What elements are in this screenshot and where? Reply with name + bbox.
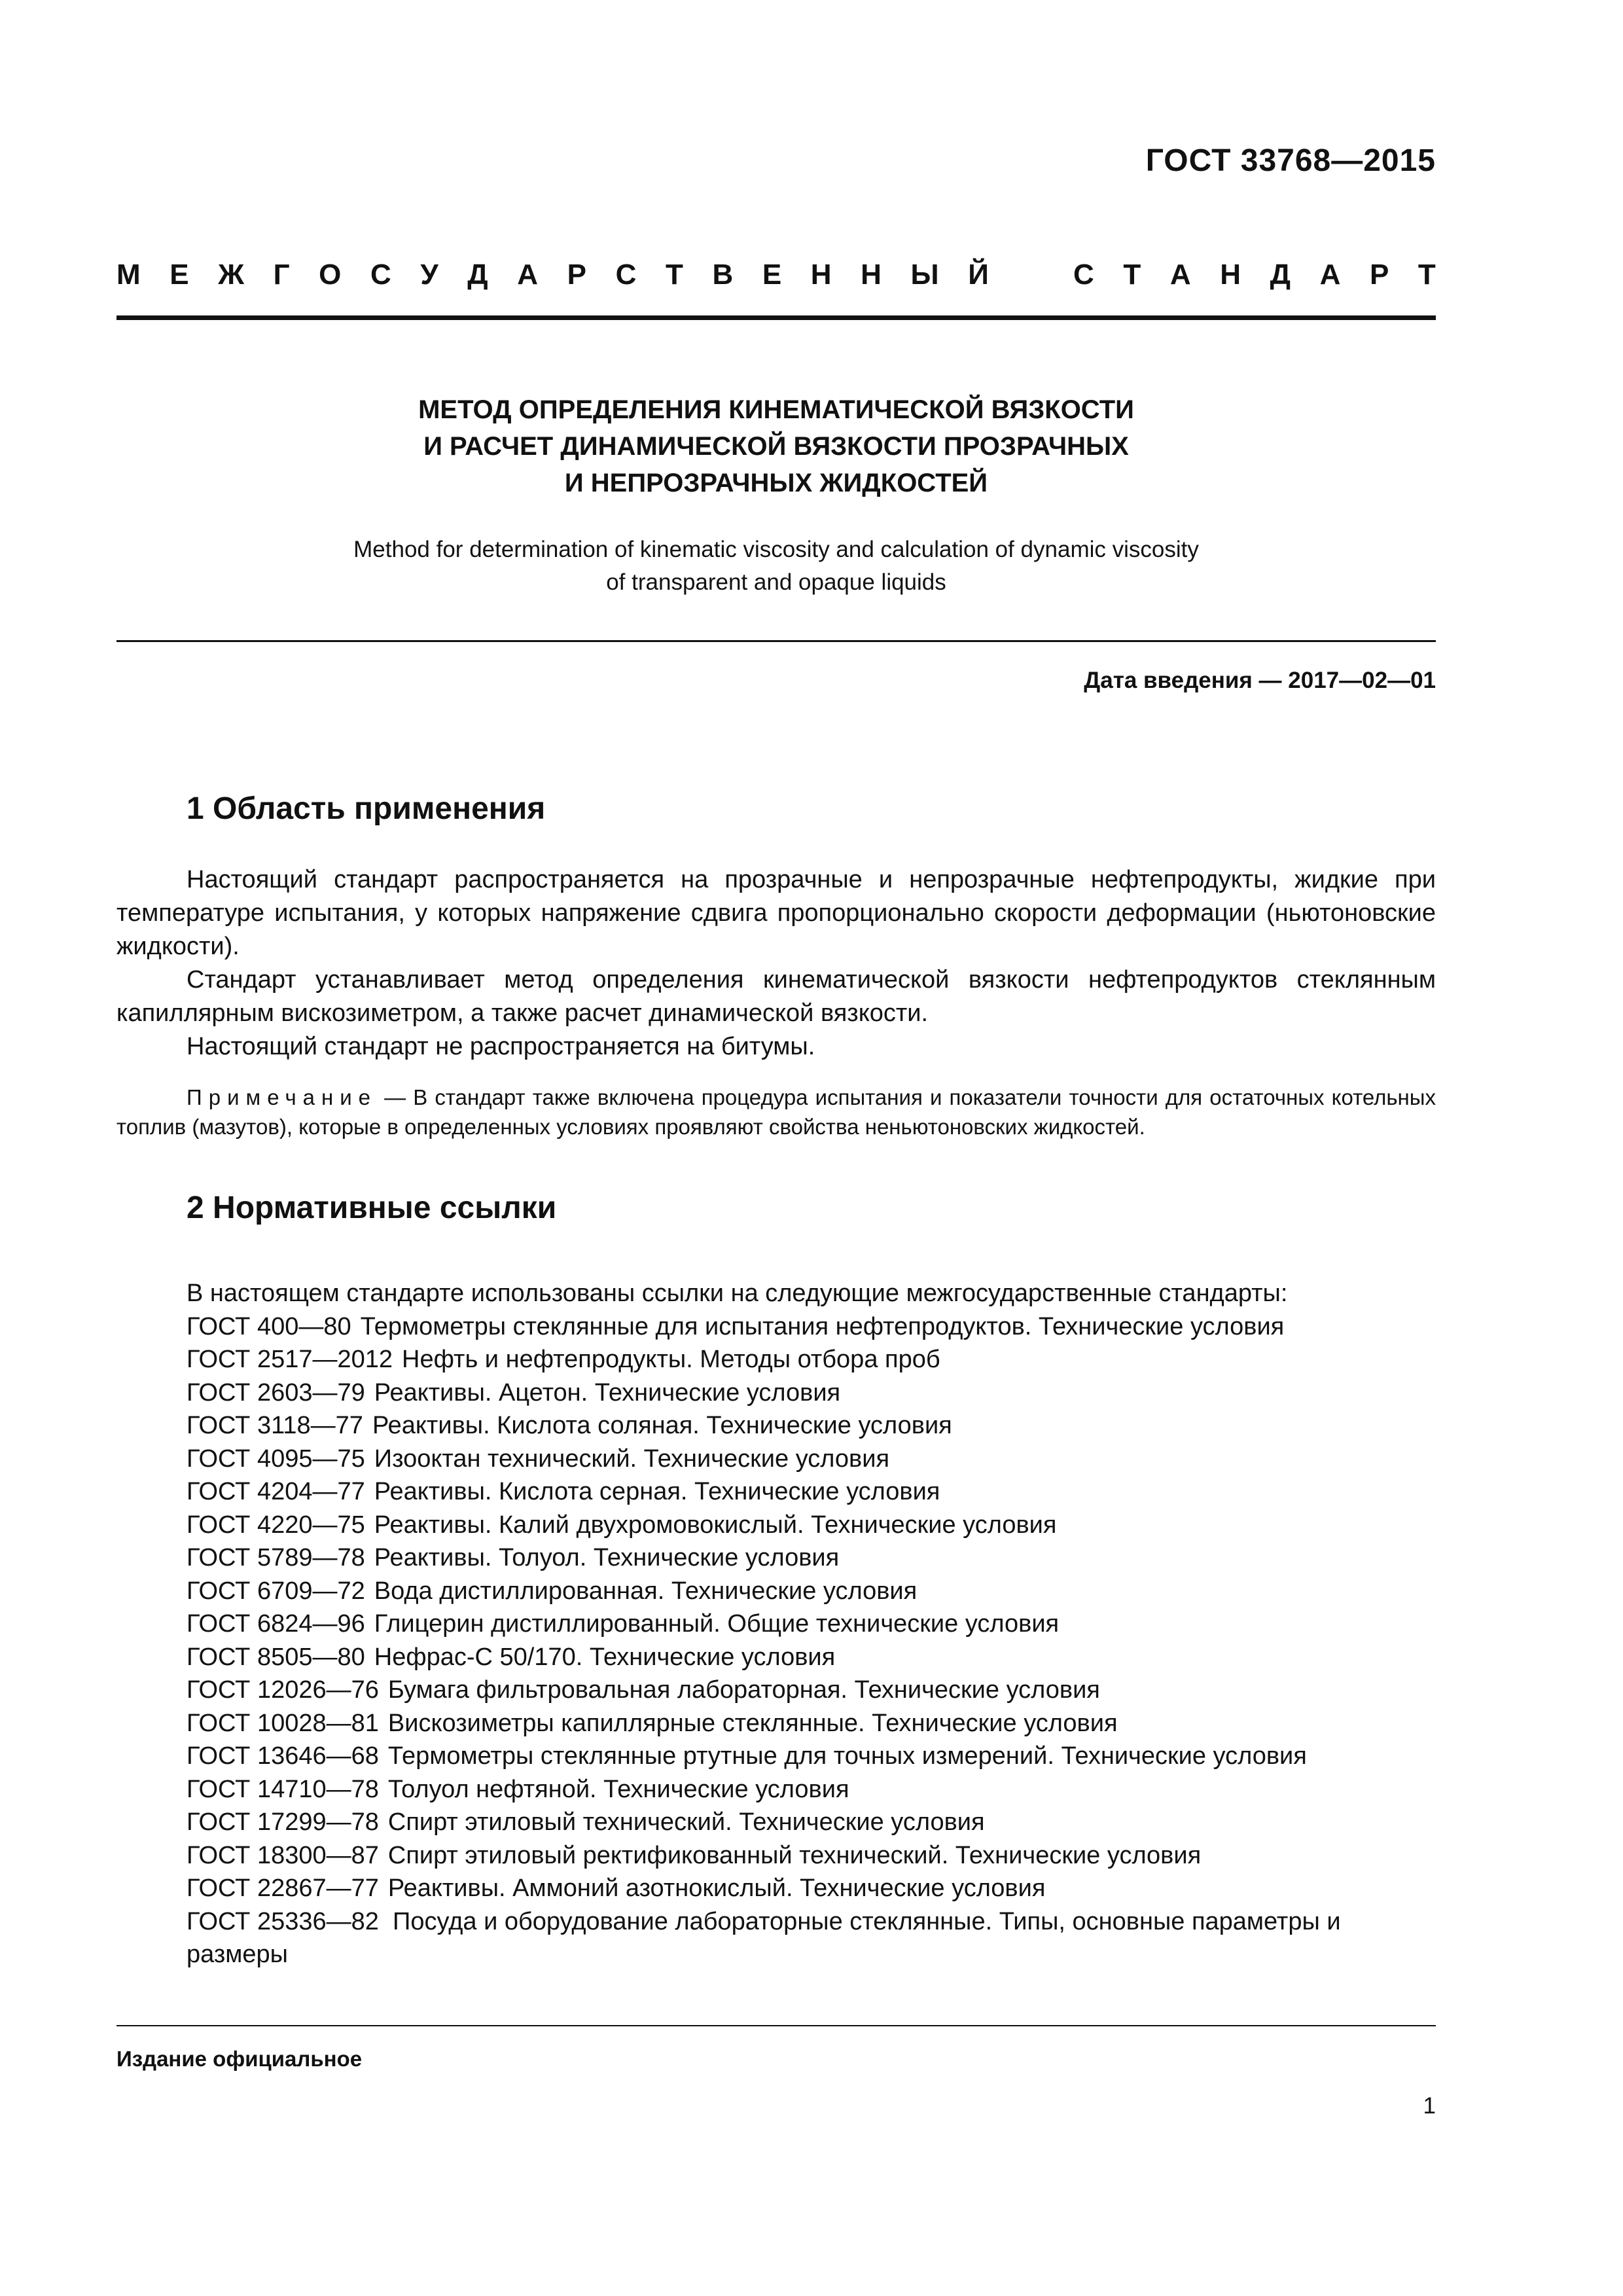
reference-title: Вискозиметры капиллярные стеклянные. Технические условия (387, 1709, 1118, 1737)
banner-letter: Ж (218, 259, 244, 291)
banner-letter: С (615, 259, 637, 291)
reference-item (116, 1839, 1436, 1873)
title-en-line-1: Method for determination of kinematic viscosity and calculation of dynamic viscosity (353, 537, 1199, 562)
reference-title: Реактивы. Кислота серная. Технические условия (374, 1478, 940, 1505)
reference-item (116, 1740, 1436, 1773)
reference-title: Бумага фильтровальная лабораторная. Технические условия (387, 1676, 1100, 1704)
reference-item (116, 1607, 1436, 1641)
reference-item (116, 1409, 1436, 1443)
reference-code: ГОСТ 14710—78 (187, 1775, 379, 1803)
banner-letter: А (517, 259, 539, 291)
reference-title: Глицерин дистиллированный. Общие технические условия (374, 1610, 1060, 1638)
reference-title: Термометры стеклянные для испытания нефтепродуктов. Технические условия (360, 1312, 1285, 1340)
reference-title: Нефрас-С 50/170. Технические условия (374, 1643, 836, 1671)
reference-item (116, 1443, 1436, 1476)
reference-code: ГОСТ 10028—81 (187, 1709, 379, 1737)
reference-code: ГОСТ 4220—75 (187, 1511, 365, 1539)
banner-letter: Н (810, 259, 832, 291)
section-1-heading: 1 Область применения (187, 791, 546, 826)
reference-title: Реактивы. Кислота соляная. Технические условия (372, 1412, 952, 1439)
footer-rule (116, 2025, 1436, 2026)
reference-item (116, 1674, 1436, 1707)
banner-letter: В (712, 259, 734, 291)
reference-code: ГОСТ 6824—96 (187, 1610, 365, 1638)
banner-letter: Н (861, 259, 882, 291)
header-rule (116, 315, 1436, 320)
banner-letter: Д (467, 259, 488, 291)
title-line-1: МЕТОД ОПРЕДЕЛЕНИЯ КИНЕМАТИЧЕСКОЙ ВЯЗКОСТИ (418, 395, 1134, 424)
reference-item (116, 1376, 1436, 1410)
reference-item (116, 1509, 1436, 1542)
banner-letter: Р (567, 259, 586, 291)
reference-code: ГОСТ 4095—75 (187, 1444, 365, 1473)
reference-code: ГОСТ 5789—78 (187, 1544, 365, 1571)
reference-code: ГОСТ 25336—82 (187, 1907, 379, 1935)
reference-title: Термометры стеклянные ртутные для точных измерений. Технические условия (387, 1742, 1307, 1770)
banner-letter: Ы (910, 259, 939, 291)
banner-word-gap (1018, 259, 1044, 291)
reference-title: Вода дистиллированная. Технические условия (374, 1577, 918, 1605)
official-edition-label: Издание официальное (116, 2047, 363, 2071)
reference-title: Толуол нефтяной. Технические условия (387, 1775, 849, 1803)
banner-letter: У (420, 259, 438, 291)
reference-title: Посуда и оборудование лабораторные стеклянные. Типы, основные параметры и размеры (187, 1907, 1341, 1968)
banner-letter: А (1169, 259, 1191, 291)
banner-letter: Е (169, 259, 189, 291)
reference-item (116, 1872, 1436, 1905)
normative-references (116, 1277, 1436, 1971)
reference-code: ГОСТ 17299—78 (187, 1808, 379, 1836)
section-2-heading: 2 Нормативные ссылки (187, 1191, 557, 1225)
document-title-english (116, 533, 1436, 599)
banner-letter: С (1073, 259, 1094, 291)
reference-code: ГОСТ 22867—77 (187, 1874, 379, 1902)
standard-type-banner (116, 259, 1436, 291)
note-text: — В стандарт также включена процедура испытания и показатели точности для остаточных котельных топлив (мазутов), которые в определенных условиях проявляют свойства неньютоновских жидкостей. (116, 1085, 1436, 1139)
banner-letter: М (116, 259, 141, 291)
banner-letter: Т (665, 259, 683, 291)
references-list (116, 1310, 1436, 1905)
reference-code: ГОСТ 13646—68 (187, 1742, 379, 1770)
banner-letter: Г (273, 259, 290, 291)
page-number: 1 (1423, 2093, 1436, 2119)
reference-item (116, 1641, 1436, 1674)
reference-title: Реактивы. Ацетон. Технические условия (374, 1378, 841, 1407)
section-1-paragraph: Стандарт устанавливает метод определения кинематической вязкости нефтепродуктов стеклянным капиллярным вискозиметром, а также расчет динамической вязкости. (116, 966, 1436, 1027)
reference-item (116, 1343, 1436, 1376)
reference-title: Изооктан технический. Технические условия (374, 1444, 890, 1473)
reference-code: ГОСТ 400—80 (187, 1312, 351, 1340)
reference-code: ГОСТ 12026—76 (187, 1676, 379, 1704)
reference-code: ГОСТ 3118—77 (187, 1412, 363, 1439)
reference-title: Нефть и нефтепродукты. Методы отбора проб (402, 1346, 940, 1373)
title-rule (116, 640, 1436, 642)
banner-letter: Т (1418, 259, 1436, 291)
banner-letter: Д (1270, 259, 1291, 291)
title-line-2: И РАСЧЕТ ДИНАМИЧЕСКОЙ ВЯЗКОСТИ ПРОЗРАЧНЫХ (423, 432, 1129, 461)
references-intro: В настоящем стандарте использованы ссылки на следующие межгосударственные стандарты: (187, 1280, 1288, 1307)
banner-letter: Н (1220, 259, 1241, 291)
section-1-paragraph: Настоящий стандарт не распространяется на битумы. (187, 1033, 815, 1060)
document-title (116, 391, 1436, 501)
reference-item (116, 1773, 1436, 1806)
reference-title: Реактивы. Калий двухромовокислый. Технические условия (374, 1511, 1057, 1539)
reference-item (116, 1806, 1436, 1839)
reference-code: ГОСТ 2603—79 (187, 1378, 365, 1407)
document-number: ГОСТ 33768—2015 (1145, 143, 1436, 178)
banner-letter: Й (968, 259, 989, 291)
section-1-paragraph: Настоящий стандарт распространяется на прозрачные и непрозрачные нефтепродукты, жидкие при температуре испытания, у которых напряжение сдвига пропорционально скорости деформации (ньютоновские жидкости). (116, 866, 1436, 960)
banner-letter: Т (1123, 259, 1141, 291)
reference-title: Реактивы. Толуол. Технические условия (374, 1544, 840, 1571)
reference-item (116, 1905, 1436, 1971)
reference-title: Спирт этиловый технический. Технические условия (387, 1808, 985, 1836)
banner-letter: Р (1369, 259, 1389, 291)
reference-code: ГОСТ 18300—87 (187, 1841, 379, 1869)
introduction-date: Дата введения — 2017—02—01 (1084, 668, 1436, 693)
section-1-body (116, 863, 1436, 1064)
note-label: Примечание (187, 1085, 378, 1109)
section-1-note (116, 1083, 1436, 1141)
reference-item (116, 1310, 1436, 1344)
reference-item (116, 1575, 1436, 1608)
banner-letter: О (319, 259, 342, 291)
banner-letter: Е (762, 259, 782, 291)
banner-letter: С (370, 259, 391, 291)
reference-item (116, 1541, 1436, 1575)
banner-letter: А (1319, 259, 1341, 291)
reference-title: Реактивы. Аммоний азотнокислый. Технические условия (387, 1874, 1046, 1902)
reference-item (116, 1475, 1436, 1509)
reference-item (116, 1707, 1436, 1740)
reference-title: Спирт этиловый ректификованный технический. Технические условия (387, 1841, 1202, 1869)
reference-code: ГОСТ 4204—77 (187, 1478, 365, 1505)
reference-code: ГОСТ 2517—2012 (187, 1346, 393, 1373)
title-line-3: И НЕПРОЗРАЧНЫХ ЖИДКОСТЕЙ (564, 469, 988, 497)
title-en-line-2: of transparent and opaque liquids (606, 569, 946, 595)
reference-code: ГОСТ 6709—72 (187, 1577, 365, 1605)
reference-code: ГОСТ 8505—80 (187, 1643, 365, 1671)
